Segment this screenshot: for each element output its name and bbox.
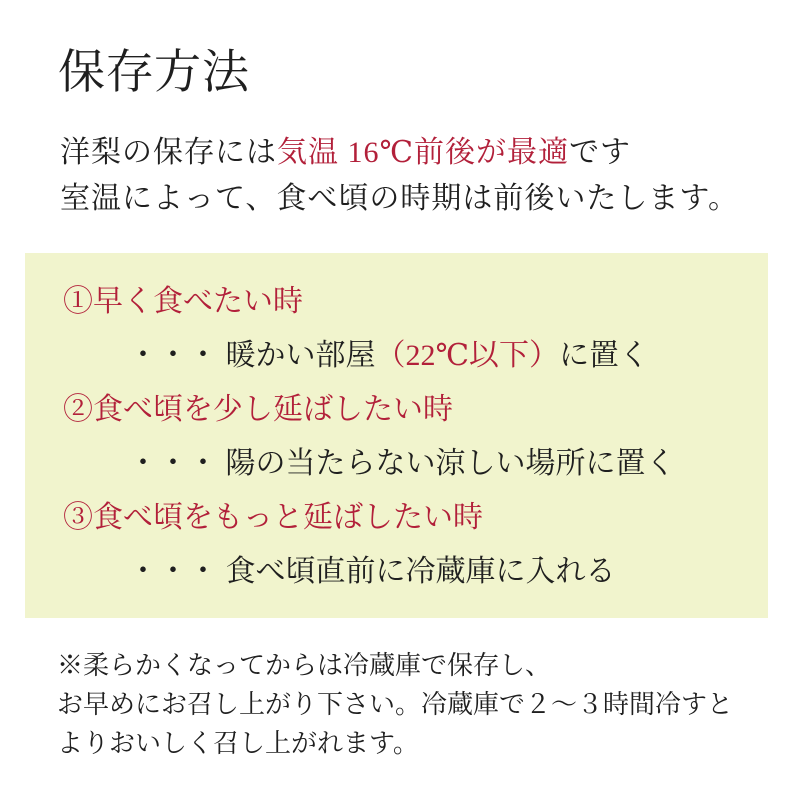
intro-line-2: 室温によって、食べ頃の時期は前後いたします。: [60, 182, 739, 215]
tip-1-heading: ①早く食べたい時: [63, 285, 303, 318]
intro-line1-prefix: 洋梨の保存には: [60, 136, 277, 169]
storage-tips-box: [25, 253, 768, 618]
footnote-line-2: お早めにお召し上がり下さい。冷蔵庫で２～３時間冷すと: [57, 690, 734, 719]
tip-2-heading: ②食べ頃を少し延ばしたい時: [63, 393, 453, 426]
tip-3-heading: ③食べ頃をもっと延ばしたい時: [63, 501, 483, 534]
tip-2-answer: [25, 437, 768, 491]
footnote-line-3: よりおいしく召し上がれます。: [57, 729, 419, 758]
tip-1-answer-prefix: ・・・ 暖かい部屋: [128, 339, 376, 372]
footnote: [57, 646, 733, 763]
tip-1-answer-suffix: に置く: [559, 339, 650, 372]
intro-paragraph: [60, 130, 739, 222]
intro-line1-suffix: です: [569, 136, 632, 169]
footnote-line-1: ※柔らかくなってからは冷蔵庫で保存し、: [57, 651, 552, 680]
page-title: 保存方法: [58, 47, 250, 99]
tip-1-answer: [25, 329, 768, 383]
tip-1-answer-highlight: （22℃以下）: [375, 339, 560, 372]
tip-3-answer-prefix: ・・・ 食べ頃直前に冷蔵庫に入れる: [128, 555, 616, 588]
intro-line1-highlight: 気温 16℃前後が最適: [277, 136, 570, 169]
tip-2-answer-prefix: ・・・ 陽の当たらない涼しい場所に置く: [128, 447, 676, 480]
intro-line-1: [60, 130, 739, 176]
tip-3-answer: [25, 545, 768, 599]
